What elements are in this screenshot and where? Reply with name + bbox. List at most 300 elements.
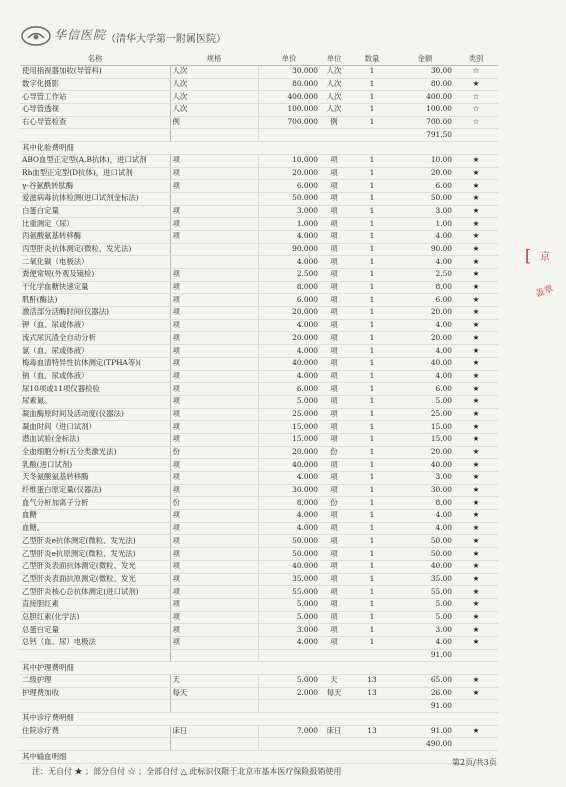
table-row bbox=[20, 573, 498, 586]
item-name: 乙型肝炎表面抗体测定(微粒、发光 bbox=[20, 560, 170, 573]
item-spec: 项 bbox=[170, 294, 258, 307]
item-qty: 1 bbox=[348, 395, 396, 408]
table-row bbox=[20, 370, 498, 383]
item-name: 干化学血糖快速定量 bbox=[20, 281, 170, 294]
item-amount: 40.00 bbox=[396, 357, 454, 370]
item-name: 其中化验费明细 bbox=[20, 142, 498, 155]
item-spec: 项 bbox=[170, 307, 258, 320]
item-price: 4.000 bbox=[258, 256, 320, 269]
table-row bbox=[20, 78, 498, 91]
item-price: 90.000 bbox=[258, 243, 320, 256]
item-name: 使用指视器加收(导管科) bbox=[20, 66, 170, 79]
table-row bbox=[20, 535, 498, 548]
item-unit: 项 bbox=[320, 281, 348, 294]
item-type: ★ bbox=[454, 294, 498, 307]
hospital-logo-icon bbox=[20, 25, 52, 47]
item-amount: 4.00 bbox=[396, 522, 454, 535]
item-spec: 项 bbox=[170, 548, 258, 561]
item-amount: 700.00 bbox=[396, 116, 454, 129]
item-amount: 50.00 bbox=[396, 192, 454, 205]
item-spec: 项 bbox=[170, 218, 258, 231]
item-qty: 1 bbox=[348, 522, 396, 535]
item-type: ★ bbox=[454, 332, 498, 345]
item-amount: 4.00 bbox=[396, 636, 454, 649]
item-price: 400.000 bbox=[258, 91, 320, 104]
item-name: 尿10项或11项仪器检验 bbox=[20, 383, 170, 396]
item-price: 4.000 bbox=[258, 636, 320, 649]
item-qty: 1 bbox=[348, 104, 396, 117]
item-qty bbox=[348, 649, 396, 662]
item-unit: 项 bbox=[320, 611, 348, 624]
item-type: ☆ bbox=[454, 116, 498, 129]
table-row bbox=[20, 598, 498, 611]
item-qty: 1 bbox=[348, 281, 396, 294]
item-name: 护理费加收 bbox=[20, 687, 170, 700]
item-qty: 1 bbox=[348, 408, 396, 421]
item-type: ★ bbox=[454, 675, 498, 688]
item-spec: 项 bbox=[170, 421, 258, 434]
item-unit: 项 bbox=[320, 218, 348, 231]
item-qty: 1 bbox=[348, 510, 396, 523]
item-spec bbox=[170, 738, 258, 751]
item-qty: 1 bbox=[348, 91, 396, 104]
table-row bbox=[20, 522, 498, 535]
item-name: 氯（血、尿或体液） bbox=[20, 345, 170, 358]
item-qty: 1 bbox=[348, 624, 396, 637]
table-row bbox=[20, 548, 498, 561]
item-unit: 项 bbox=[320, 154, 348, 167]
item-unit: 项 bbox=[320, 383, 348, 396]
item-spec: 项 bbox=[170, 472, 258, 485]
item-qty: 1 bbox=[348, 256, 396, 269]
item-spec: 项 bbox=[170, 636, 258, 649]
item-price: 8.000 bbox=[258, 281, 320, 294]
item-amount: 40.00 bbox=[396, 560, 454, 573]
item-type: ★ bbox=[454, 725, 498, 738]
item-type: ★ bbox=[454, 370, 498, 383]
item-unit: 项 bbox=[320, 230, 348, 243]
item-price: 4.000 bbox=[258, 230, 320, 243]
item-type: ★ bbox=[454, 560, 498, 573]
table-row bbox=[20, 357, 498, 370]
col-name-header: 名称 bbox=[20, 54, 170, 66]
table-row bbox=[20, 66, 498, 79]
item-unit: 项 bbox=[320, 535, 348, 548]
item-name: Rh血型正定型(D抗体)，进口试剂 bbox=[20, 167, 170, 180]
item-name: 直接胆红素 bbox=[20, 598, 170, 611]
item-qty bbox=[348, 738, 396, 751]
item-amount: 20.00 bbox=[396, 446, 454, 459]
item-name: 尿素氮。 bbox=[20, 395, 170, 408]
item-qty: 1 bbox=[348, 230, 396, 243]
item-price: 700.000 bbox=[258, 116, 320, 129]
item-amount: 35.00 bbox=[396, 573, 454, 586]
item-qty: 1 bbox=[348, 484, 396, 497]
item-name: 凝血时间（进口试剂） bbox=[20, 421, 170, 434]
item-unit: 项 bbox=[320, 573, 348, 586]
item-unit: 每天 bbox=[320, 687, 348, 700]
item-price: 4.000 bbox=[258, 370, 320, 383]
item-name: 流式尿沉渣全自动分析 bbox=[20, 332, 170, 345]
item-price: 6.000 bbox=[258, 383, 320, 396]
hospital-brand: 华信医院 bbox=[54, 28, 107, 42]
item-price: 3.000 bbox=[258, 205, 320, 218]
item-amount: 4.00 bbox=[396, 370, 454, 383]
table-row bbox=[20, 586, 498, 599]
item-type: ★ bbox=[454, 433, 498, 446]
item-unit: 项 bbox=[320, 433, 348, 446]
item-type: ★ bbox=[454, 269, 498, 282]
item-amount: 6.00 bbox=[396, 180, 454, 193]
item-spec: 人次 bbox=[170, 66, 258, 79]
item-name: 天冬氨酸氨基转移酶 bbox=[20, 472, 170, 485]
item-type: ★ bbox=[454, 205, 498, 218]
item-unit: 人次 bbox=[320, 104, 348, 117]
table-row bbox=[20, 104, 498, 117]
item-price: 35.000 bbox=[258, 573, 320, 586]
item-price bbox=[258, 738, 320, 751]
item-amount: 15.00 bbox=[396, 433, 454, 446]
item-name: 乳酸(进口试剂) bbox=[20, 459, 170, 472]
item-name: 总胆红素(化学法) bbox=[20, 611, 170, 624]
table-row bbox=[20, 243, 498, 256]
item-amount: 6.00 bbox=[396, 383, 454, 396]
col-amount-header: 金额 bbox=[396, 54, 454, 66]
table-row bbox=[20, 307, 498, 320]
item-name: 比重测定（尿） bbox=[20, 218, 170, 231]
item-spec: 项 bbox=[170, 345, 258, 358]
item-qty: 1 bbox=[348, 180, 396, 193]
item-amount: 91.00 bbox=[396, 649, 454, 662]
item-amount: 4.00 bbox=[396, 230, 454, 243]
item-qty bbox=[348, 129, 396, 142]
item-name: 总钙（血、尿）电极法 bbox=[20, 636, 170, 649]
bill-table-body bbox=[20, 66, 498, 764]
item-type: ★ bbox=[454, 497, 498, 510]
item-amount: 1.00 bbox=[396, 218, 454, 231]
item-spec: 项 bbox=[170, 167, 258, 180]
item-type: ★ bbox=[454, 535, 498, 548]
item-name: 潜血试验(金标法) bbox=[20, 433, 170, 446]
item-qty: 1 bbox=[348, 116, 396, 129]
item-price: 20.000 bbox=[258, 307, 320, 320]
item-name: 总蛋白定量 bbox=[20, 624, 170, 637]
item-type bbox=[454, 700, 498, 713]
table-row bbox=[20, 154, 498, 167]
item-name: 二氧化碳（电极法） bbox=[20, 256, 170, 269]
table-row bbox=[20, 332, 498, 345]
item-type: ★ bbox=[454, 472, 498, 485]
table-row bbox=[20, 408, 498, 421]
item-name: 激活部分活酶时间(仪器法) bbox=[20, 307, 170, 320]
item-type: ★ bbox=[454, 357, 498, 370]
item-unit: 项 bbox=[320, 522, 348, 535]
item-spec: 项 bbox=[170, 230, 258, 243]
item-unit: 项 bbox=[320, 636, 348, 649]
item-spec: 项 bbox=[170, 433, 258, 446]
item-type bbox=[454, 129, 498, 142]
item-price bbox=[258, 649, 320, 662]
item-spec bbox=[170, 192, 258, 205]
table-row bbox=[20, 510, 498, 523]
item-spec: 项 bbox=[170, 395, 258, 408]
table-row bbox=[20, 395, 498, 408]
item-spec: 项 bbox=[170, 624, 258, 637]
table-row bbox=[20, 484, 498, 497]
item-type: ★ bbox=[454, 307, 498, 320]
item-qty: 1 bbox=[348, 560, 396, 573]
item-unit: 项 bbox=[320, 307, 348, 320]
item-amount: 91.00 bbox=[396, 700, 454, 713]
item-unit: 项 bbox=[320, 586, 348, 599]
item-type: ★ bbox=[454, 154, 498, 167]
item-unit: 项 bbox=[320, 484, 348, 497]
table-row bbox=[20, 205, 498, 218]
item-unit: 项 bbox=[320, 269, 348, 282]
item-unit: 天 bbox=[320, 675, 348, 688]
subtotal-row bbox=[20, 129, 498, 142]
table-row bbox=[20, 345, 498, 358]
item-price: 4.000 bbox=[258, 522, 320, 535]
item-name bbox=[20, 738, 170, 751]
item-spec: 项 bbox=[170, 598, 258, 611]
item-qty: 1 bbox=[348, 357, 396, 370]
item-type: ★ bbox=[454, 510, 498, 523]
table-row bbox=[20, 446, 498, 459]
table-row bbox=[20, 192, 498, 205]
item-name: 血糖。 bbox=[20, 522, 170, 535]
subtotal-row bbox=[20, 649, 498, 662]
hospital-name: （清华大学第一附属医院） bbox=[106, 34, 226, 45]
item-type: ★ bbox=[454, 192, 498, 205]
item-unit: 项 bbox=[320, 345, 348, 358]
item-qty: 1 bbox=[348, 548, 396, 561]
item-spec: 项 bbox=[170, 459, 258, 472]
item-qty: 1 bbox=[348, 383, 396, 396]
item-type: ★ bbox=[454, 522, 498, 535]
item-amount: 400.00 bbox=[396, 91, 454, 104]
item-name: 乙型肝炎核心总抗体测定(进口试剂) bbox=[20, 586, 170, 599]
item-amount: 20.00 bbox=[396, 307, 454, 320]
item-unit: 项 bbox=[320, 192, 348, 205]
item-unit: 项 bbox=[320, 459, 348, 472]
table-row bbox=[20, 560, 498, 573]
item-type: ★ bbox=[454, 345, 498, 358]
item-price: 40.000 bbox=[258, 560, 320, 573]
item-qty: 1 bbox=[348, 535, 396, 548]
item-unit: 项 bbox=[320, 294, 348, 307]
stamp-bracket: [ bbox=[525, 246, 532, 265]
table-row bbox=[20, 611, 498, 624]
section-row bbox=[20, 713, 498, 726]
item-price: 80.000 bbox=[258, 78, 320, 91]
item-spec: 天 bbox=[170, 675, 258, 688]
item-price: 20.000 bbox=[258, 167, 320, 180]
item-qty: 1 bbox=[348, 243, 396, 256]
item-amount: 4.00 bbox=[396, 510, 454, 523]
item-unit: 项 bbox=[320, 598, 348, 611]
item-unit: 项 bbox=[320, 510, 348, 523]
table-row bbox=[20, 421, 498, 434]
bill-table-header bbox=[20, 54, 498, 66]
item-amount: 90.00 bbox=[396, 243, 454, 256]
item-qty: 1 bbox=[348, 611, 396, 624]
item-qty: 1 bbox=[348, 167, 396, 180]
item-unit: 项 bbox=[320, 243, 348, 256]
footer-legend: 注：无自付 ★ ；部分自付 ☆ ；全部自付 △ 此标识仅限于北京市基本医疗保险报销使用 bbox=[32, 767, 342, 776]
table-row bbox=[20, 383, 498, 396]
item-name bbox=[20, 649, 170, 662]
item-price: 5.000 bbox=[258, 611, 320, 624]
item-amount: 8.00 bbox=[396, 281, 454, 294]
item-unit: 项 bbox=[320, 370, 348, 383]
item-amount: 15.00 bbox=[396, 421, 454, 434]
item-amount: 65.00 bbox=[396, 675, 454, 688]
item-qty: 1 bbox=[348, 446, 396, 459]
item-spec: 项 bbox=[170, 522, 258, 535]
col-type-header: 类别 bbox=[454, 54, 498, 66]
item-qty: 1 bbox=[348, 205, 396, 218]
item-name: 爱滋病毒抗体检测(进口试剂金标法) bbox=[20, 192, 170, 205]
item-amount: 10.00 bbox=[396, 154, 454, 167]
item-spec: 项 bbox=[170, 154, 258, 167]
item-spec: 项 bbox=[170, 535, 258, 548]
item-price: 4.000 bbox=[258, 319, 320, 332]
subtotal-row bbox=[20, 738, 498, 751]
item-qty: 1 bbox=[348, 433, 396, 446]
item-qty: 1 bbox=[348, 497, 396, 510]
item-price: 5.000 bbox=[258, 598, 320, 611]
section-row bbox=[20, 662, 498, 675]
item-qty: 1 bbox=[348, 319, 396, 332]
item-unit: 项 bbox=[320, 548, 348, 561]
item-unit: 项 bbox=[320, 357, 348, 370]
item-amount: 50.00 bbox=[396, 535, 454, 548]
item-price: 4.000 bbox=[258, 510, 320, 523]
item-name: 其中输血明细 bbox=[20, 751, 498, 764]
item-qty: 1 bbox=[348, 307, 396, 320]
item-type: ★ bbox=[454, 548, 498, 561]
item-spec: 项 bbox=[170, 370, 258, 383]
item-name: 二级护理 bbox=[20, 675, 170, 688]
item-price: 50.000 bbox=[258, 548, 320, 561]
item-unit: 项 bbox=[320, 472, 348, 485]
page-number: 第2页/共3页 bbox=[452, 758, 497, 767]
table-row bbox=[20, 319, 498, 332]
col-price-header: 单价 bbox=[258, 54, 320, 66]
table-row bbox=[20, 294, 498, 307]
item-qty: 1 bbox=[348, 332, 396, 345]
item-qty: 1 bbox=[348, 370, 396, 383]
col-spec-header: 规格 bbox=[170, 54, 258, 66]
item-name: 钠（血、尿或体液） bbox=[20, 370, 170, 383]
item-type: ★ bbox=[454, 598, 498, 611]
item-amount: 40.00 bbox=[396, 459, 454, 472]
item-price: 3.000 bbox=[258, 624, 320, 637]
item-spec bbox=[170, 129, 258, 142]
item-name: 其中护理费明细 bbox=[20, 662, 498, 675]
item-amount: 3.00 bbox=[396, 205, 454, 218]
item-unit: 床日 bbox=[320, 725, 348, 738]
item-name: 心导管透视 bbox=[20, 104, 170, 117]
item-unit: 项 bbox=[320, 205, 348, 218]
item-spec: 床日 bbox=[170, 725, 258, 738]
item-type bbox=[454, 738, 498, 751]
item-unit bbox=[320, 738, 348, 751]
item-spec: 项 bbox=[170, 269, 258, 282]
item-amount: 5.00 bbox=[396, 598, 454, 611]
item-name: 右心导管检查 bbox=[20, 116, 170, 129]
item-name bbox=[20, 129, 170, 142]
item-spec: 项 bbox=[170, 510, 258, 523]
table-row bbox=[20, 256, 498, 269]
item-unit: 项 bbox=[320, 332, 348, 345]
item-price: 25.000 bbox=[258, 408, 320, 421]
item-name: ABO血型正定型(A,B抗体)，进口试剂 bbox=[20, 154, 170, 167]
item-qty bbox=[348, 700, 396, 713]
item-qty: 1 bbox=[348, 459, 396, 472]
item-name: 住院诊疗费 bbox=[20, 725, 170, 738]
item-name: 血糖 bbox=[20, 510, 170, 523]
item-spec: 份 bbox=[170, 446, 258, 459]
item-price: 40.000 bbox=[258, 459, 320, 472]
item-unit: 份 bbox=[320, 446, 348, 459]
item-amount: 3.00 bbox=[396, 624, 454, 637]
item-name: 血气分析加离子分析 bbox=[20, 497, 170, 510]
item-spec: 人次 bbox=[170, 78, 258, 91]
item-name bbox=[20, 700, 170, 713]
item-qty: 1 bbox=[348, 66, 396, 79]
item-amount: 50.00 bbox=[396, 548, 454, 561]
table-row bbox=[20, 269, 498, 282]
item-amount: 30.00 bbox=[396, 66, 454, 79]
col-unit-header: 单位 bbox=[320, 54, 348, 66]
item-type: ★ bbox=[454, 421, 498, 434]
table-row bbox=[20, 218, 498, 231]
item-unit: 人次 bbox=[320, 66, 348, 79]
item-unit: 人次 bbox=[320, 78, 348, 91]
item-spec bbox=[170, 700, 258, 713]
item-name: 乙型肝炎e抗原测定(微粒、发光法) bbox=[20, 548, 170, 561]
item-type: ☆ bbox=[454, 66, 498, 79]
item-qty: 1 bbox=[348, 345, 396, 358]
item-unit: 项 bbox=[320, 395, 348, 408]
item-amount: 25.00 bbox=[396, 408, 454, 421]
table-row bbox=[20, 472, 498, 485]
item-unit: 份 bbox=[320, 497, 348, 510]
table-row bbox=[20, 433, 498, 446]
item-type: ★ bbox=[454, 611, 498, 624]
item-spec bbox=[170, 243, 258, 256]
item-name: γ-谷氨酰转肽酶 bbox=[20, 180, 170, 193]
red-stamp bbox=[525, 240, 563, 308]
item-spec: 项 bbox=[170, 332, 258, 345]
table-row bbox=[20, 497, 498, 510]
item-qty: 1 bbox=[348, 472, 396, 485]
item-spec: 项 bbox=[170, 180, 258, 193]
table-row bbox=[20, 725, 498, 738]
item-price: 50.000 bbox=[258, 192, 320, 205]
item-amount: 55.00 bbox=[396, 586, 454, 599]
item-spec: 项 bbox=[170, 586, 258, 599]
item-type bbox=[454, 649, 498, 662]
item-type: ☆ bbox=[454, 104, 498, 117]
item-type: ★ bbox=[454, 484, 498, 497]
item-price: 6.000 bbox=[258, 180, 320, 193]
item-qty: 13 bbox=[348, 675, 396, 688]
table-row bbox=[20, 180, 498, 193]
item-amount: 791.50 bbox=[396, 129, 454, 142]
